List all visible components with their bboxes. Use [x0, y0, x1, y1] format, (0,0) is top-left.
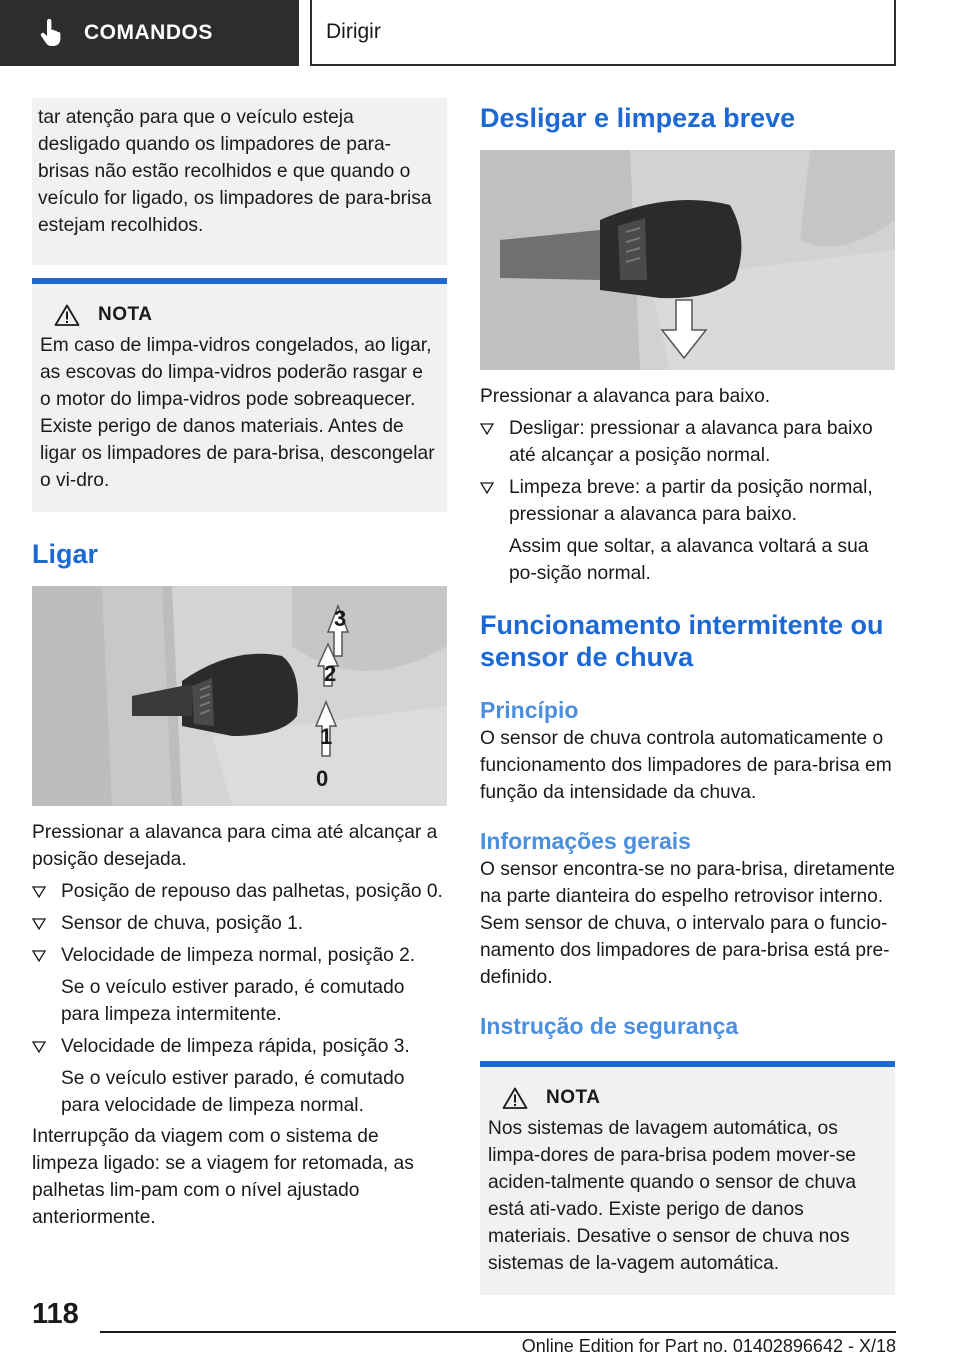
warning-triangle-icon	[502, 1087, 528, 1109]
triangle-bullet-icon	[32, 1041, 46, 1053]
left-column	[32, 98, 447, 1231]
note-text: Nos sistemas de lavagem automática, os limpa-dores de para-brisa podem mover-se aciden-talmente quando o sensor de chuva está ati-vado. Existe perigo de danos materiais. Desative o sensor de chuva nos sistemas de la-vagem automática.	[488, 1118, 857, 1274]
ligar-list-2	[32, 1033, 447, 1060]
section-tab-label: COMANDOS	[84, 21, 213, 44]
subheading-informacoes: Informações gerais	[480, 828, 691, 854]
desligar-intro: Pressionar a alavanca para baixo.	[480, 386, 771, 407]
note-title: NOTA	[98, 304, 153, 325]
warning-triangle-icon	[54, 304, 80, 326]
subheading-seguranca: Instrução de segurança	[480, 1013, 739, 1039]
hand-pointer-icon	[38, 19, 64, 47]
ligar-intro: Pressionar a alavanca para cima até alcançar a posição desejada.	[32, 822, 438, 870]
lever-up-image	[32, 586, 447, 806]
chapter-header	[310, 0, 896, 66]
continued-text: tar atenção para que o veículo esteja desligado quando os limpadores de para-brisas não estão recolhidos e que quando o veículo for ligado, os limpadores de para-brisa estejam recolhidos.	[38, 107, 432, 236]
triangle-bullet-icon	[32, 950, 46, 962]
footer-divider	[100, 1331, 896, 1333]
section-tab	[0, 0, 299, 66]
list-item-text: Sensor de chuva, posição 1.	[61, 913, 304, 934]
note-header	[488, 1087, 885, 1109]
heading-ligar: Ligar	[32, 539, 99, 569]
list-item	[32, 942, 447, 969]
principio-text: O sensor de chuva controla automaticamente o funcionamento dos limpadores de para-brisa em função da intensidade da chuva.	[480, 728, 892, 803]
list-item	[32, 910, 447, 937]
footer-edition	[100, 1336, 896, 1357]
ligar-list	[32, 878, 447, 969]
list-item-note: Se o veículo estiver parado, é comutado para limpeza intermitente.	[61, 977, 405, 1025]
list-item-note: Assim que soltar, a alavanca voltará a sua po-sição normal.	[509, 536, 869, 584]
lever-label-1: 1	[320, 724, 333, 749]
list-item-text: Limpeza breve: a partir da posição normal, pressionar a alavanca para baixo.	[509, 477, 873, 525]
ligar-closing: Interrupção da viagem com o sistema de limpeza ligado: se a viagem for retomada, as palhetas lim-pam com o nível ajustado anteriormente.	[32, 1126, 414, 1228]
note-text: Em caso de limpa-vidros congelados, ao ligar, as escovas do limpa-vidros poderão rasgar e o motor do limpa-vidros pode sobreaquecer. Existe perigo de danos materiais. Antes de ligar os limpadores de para-brisa, descongelar o vi-dro.	[40, 335, 435, 491]
triangle-bullet-icon	[32, 886, 46, 898]
note-box	[480, 1061, 895, 1295]
desligar-list	[480, 415, 895, 528]
subheading-principio: Princípio	[480, 697, 579, 723]
page-number: 118	[32, 1298, 79, 1330]
lever-label-0: 0	[316, 766, 329, 791]
note-header	[40, 304, 437, 326]
lever-label-3: 3	[334, 606, 347, 631]
list-item	[32, 878, 447, 905]
heading-intermitente: Funcionamento intermitente ou sensor de chuva	[480, 610, 884, 672]
list-item-note: Se o veículo estiver parado, é comutado para velocidade de limpeza normal.	[61, 1068, 405, 1116]
list-item-text: Posição de repouso das palhetas, posição 0.	[61, 881, 443, 902]
triangle-bullet-icon	[32, 918, 46, 930]
informacoes-text: O sensor encontra-se no para-brisa, diretamente na parte dianteira do espelho retrovisor interno. Sem sensor de chuva, o intervalo para o funcio-namento dos limpadores de para-brisa está pre-definido.	[480, 859, 895, 988]
heading-desligar: Desligar e limpeza breve	[480, 103, 796, 133]
note-title: NOTA	[546, 1087, 601, 1108]
lever-down-image	[480, 150, 895, 370]
list-item	[32, 1033, 447, 1060]
chapter-title: Dirigir	[326, 20, 381, 43]
triangle-bullet-icon	[480, 482, 494, 494]
triangle-bullet-icon	[480, 423, 494, 435]
continued-warning-box	[32, 98, 447, 265]
note-box	[32, 278, 447, 512]
list-item	[480, 415, 895, 469]
right-column	[480, 102, 895, 1295]
list-item	[480, 474, 895, 528]
list-item-text: Desligar: pressionar a alavanca para baixo até alcançar a posição normal.	[509, 418, 873, 466]
list-item-text: Velocidade de limpeza rápida, posição 3.	[61, 1036, 410, 1057]
list-item-text: Velocidade de limpeza normal, posição 2.	[61, 945, 416, 966]
lever-label-2: 2	[324, 661, 337, 686]
edition-text: Online Edition for Part no. 01402896642 - X/18	[521, 1336, 896, 1356]
